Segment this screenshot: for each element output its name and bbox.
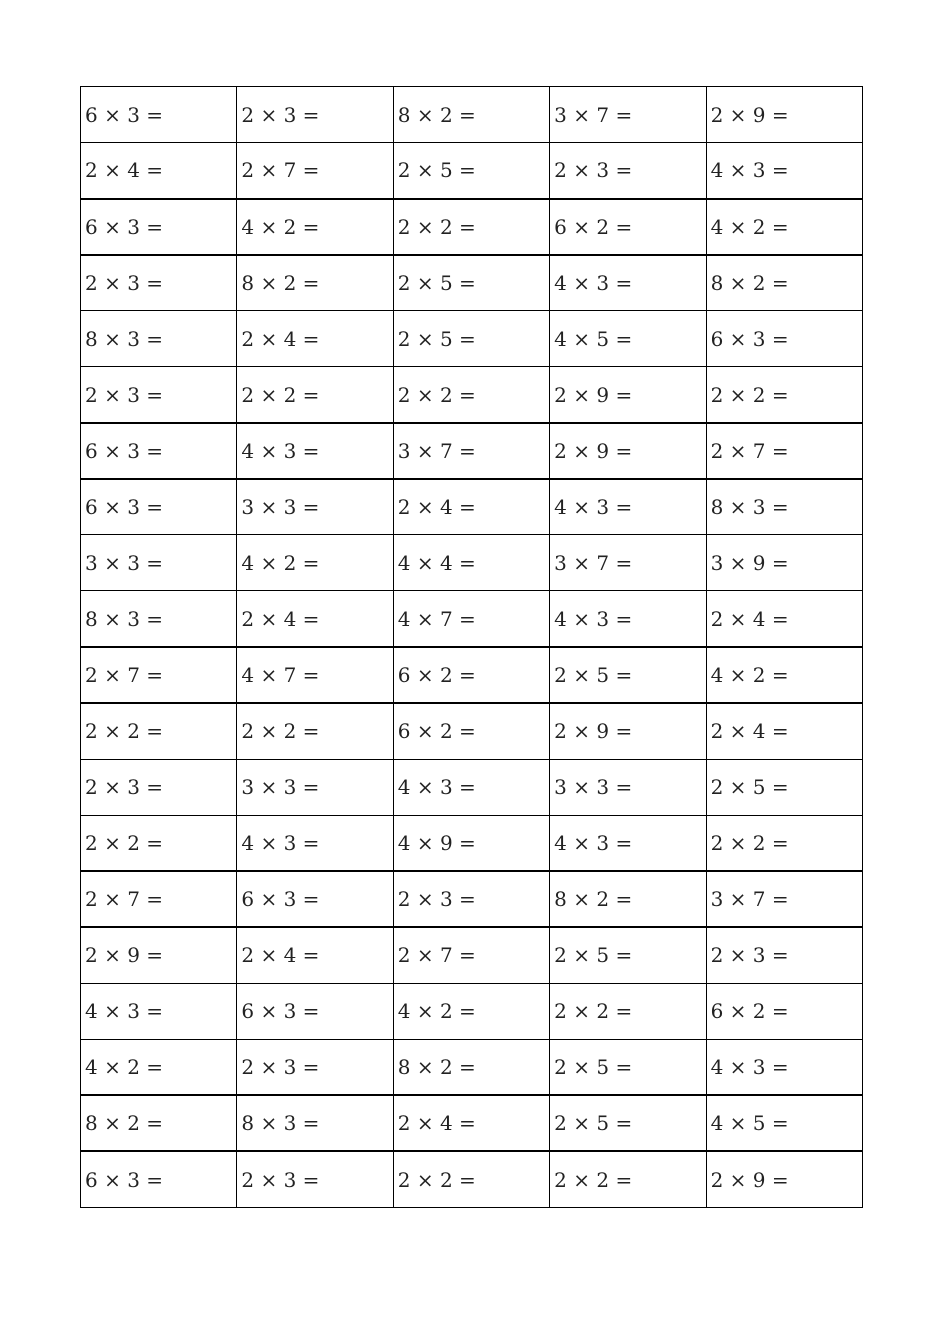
worksheet-row — [81, 703, 863, 759]
problem-cell: 4 × 2 = — [81, 1039, 237, 1095]
problem-cell: 6 × 2 = — [550, 199, 706, 255]
problem-cell: 2 × 3 = — [393, 871, 549, 927]
problem-cell: 2 × 9 = — [550, 423, 706, 479]
problem-cell: 2 × 9 = — [550, 703, 706, 759]
problem-cell: 8 × 3 = — [81, 591, 237, 647]
problem-cell: 8 × 2 = — [393, 1039, 549, 1095]
problem-cell: 2 × 9 = — [81, 927, 237, 983]
problem-cell: 6 × 2 = — [706, 983, 862, 1039]
problem-cell: 4 × 7 = — [393, 591, 549, 647]
problem-cell: 2 × 2 = — [81, 703, 237, 759]
worksheet-body — [81, 87, 863, 1208]
worksheet-row — [81, 255, 863, 311]
worksheet-row — [81, 1095, 863, 1151]
problem-cell: 2 × 4 = — [237, 311, 393, 367]
problem-cell: 2 × 2 = — [393, 1151, 549, 1207]
problem-cell: 2 × 7 = — [81, 647, 237, 703]
problem-cell: 4 × 7 = — [237, 647, 393, 703]
problem-cell: 2 × 4 = — [706, 591, 862, 647]
problem-cell: 2 × 3 = — [237, 1039, 393, 1095]
problem-cell: 2 × 2 = — [550, 1151, 706, 1207]
problem-cell: 2 × 2 = — [706, 367, 862, 423]
problem-cell: 2 × 3 = — [81, 367, 237, 423]
problem-cell: 2 × 4 = — [393, 479, 549, 535]
problem-cell: 4 × 5 = — [550, 311, 706, 367]
problem-cell: 4 × 2 = — [237, 535, 393, 591]
problem-cell: 4 × 2 = — [706, 647, 862, 703]
problem-cell: 2 × 4 = — [237, 591, 393, 647]
problem-cell: 6 × 3 = — [81, 199, 237, 255]
problem-cell: 2 × 7 = — [393, 927, 549, 983]
problem-cell: 4 × 4 = — [393, 535, 549, 591]
problem-cell: 6 × 3 = — [81, 87, 237, 143]
problem-cell: 4 × 3 = — [550, 815, 706, 871]
problem-cell: 4 × 3 = — [706, 143, 862, 199]
problem-cell: 4 × 3 = — [81, 983, 237, 1039]
problem-cell: 8 × 2 = — [706, 255, 862, 311]
problem-cell: 4 × 3 = — [706, 1039, 862, 1095]
problem-cell: 2 × 7 = — [706, 423, 862, 479]
problem-cell: 6 × 3 = — [81, 479, 237, 535]
problem-cell: 2 × 3 = — [237, 87, 393, 143]
worksheet-row — [81, 1039, 863, 1095]
problem-cell: 2 × 3 = — [81, 759, 237, 815]
problem-cell: 6 × 2 = — [393, 703, 549, 759]
problem-cell: 4 × 2 = — [237, 199, 393, 255]
problem-cell: 2 × 9 = — [550, 367, 706, 423]
worksheet-row — [81, 759, 863, 815]
worksheet-row — [81, 479, 863, 535]
problem-cell: 2 × 2 = — [706, 815, 862, 871]
problem-cell: 4 × 2 = — [706, 199, 862, 255]
problem-cell: 3 × 3 = — [81, 535, 237, 591]
problem-cell: 2 × 2 = — [237, 703, 393, 759]
worksheet-row — [81, 535, 863, 591]
problem-cell: 2 × 9 = — [706, 1151, 862, 1207]
worksheet-row — [81, 871, 863, 927]
problem-cell: 6 × 3 = — [237, 871, 393, 927]
problem-cell: 2 × 7 = — [237, 143, 393, 199]
problem-cell: 4 × 3 = — [550, 591, 706, 647]
problem-cell: 2 × 2 = — [237, 367, 393, 423]
worksheet-row — [81, 199, 863, 255]
problem-cell: 8 × 3 = — [706, 479, 862, 535]
worksheet-row — [81, 647, 863, 703]
problem-cell: 2 × 3 = — [81, 255, 237, 311]
worksheet-row — [81, 815, 863, 871]
problem-cell: 2 × 2 = — [393, 367, 549, 423]
multiplication-worksheet-table — [80, 86, 863, 1208]
problem-cell: 6 × 2 = — [393, 647, 549, 703]
problem-cell: 3 × 7 = — [393, 423, 549, 479]
problem-cell: 2 × 5 = — [393, 143, 549, 199]
problem-cell: 6 × 3 = — [81, 1151, 237, 1207]
worksheet-row — [81, 983, 863, 1039]
problem-cell: 8 × 3 = — [81, 311, 237, 367]
problem-cell: 8 × 2 = — [237, 255, 393, 311]
problem-cell: 2 × 5 = — [550, 1095, 706, 1151]
problem-cell: 2 × 5 = — [393, 255, 549, 311]
worksheet-row — [81, 591, 863, 647]
problem-cell: 2 × 3 = — [550, 143, 706, 199]
worksheet-row — [81, 423, 863, 479]
problem-cell: 3 × 9 = — [706, 535, 862, 591]
problem-cell: 3 × 7 = — [550, 535, 706, 591]
worksheet-row — [81, 367, 863, 423]
problem-cell: 3 × 7 = — [706, 871, 862, 927]
problem-cell: 2 × 4 = — [81, 143, 237, 199]
problem-cell: 4 × 3 = — [550, 255, 706, 311]
problem-cell: 2 × 3 = — [706, 927, 862, 983]
problem-cell: 3 × 3 = — [550, 759, 706, 815]
worksheet-row — [81, 311, 863, 367]
problem-cell: 2 × 5 = — [550, 647, 706, 703]
problem-cell: 2 × 5 = — [393, 311, 549, 367]
problem-cell: 8 × 3 = — [237, 1095, 393, 1151]
problem-cell: 2 × 2 = — [550, 983, 706, 1039]
problem-cell: 8 × 2 = — [550, 871, 706, 927]
problem-cell: 4 × 3 = — [237, 423, 393, 479]
problem-cell: 2 × 9 = — [706, 87, 862, 143]
problem-cell: 8 × 2 = — [393, 87, 549, 143]
problem-cell: 4 × 2 = — [393, 983, 549, 1039]
problem-cell: 2 × 4 = — [706, 703, 862, 759]
worksheet-row — [81, 143, 863, 199]
problem-cell: 2 × 4 = — [393, 1095, 549, 1151]
problem-cell: 2 × 2 = — [81, 815, 237, 871]
problem-cell: 3 × 3 = — [237, 759, 393, 815]
problem-cell: 4 × 3 = — [393, 759, 549, 815]
problem-cell: 2 × 3 = — [237, 1151, 393, 1207]
worksheet-row — [81, 1151, 863, 1207]
problem-cell: 4 × 5 = — [706, 1095, 862, 1151]
problem-cell: 4 × 3 = — [550, 479, 706, 535]
problem-cell: 3 × 7 = — [550, 87, 706, 143]
worksheet-row — [81, 927, 863, 983]
problem-cell: 4 × 9 = — [393, 815, 549, 871]
problem-cell: 2 × 5 = — [706, 759, 862, 815]
problem-cell: 2 × 5 = — [550, 1039, 706, 1095]
problem-cell: 2 × 7 = — [81, 871, 237, 927]
problem-cell: 6 × 3 = — [81, 423, 237, 479]
problem-cell: 2 × 4 = — [237, 927, 393, 983]
problem-cell: 8 × 2 = — [81, 1095, 237, 1151]
problem-cell: 2 × 5 = — [550, 927, 706, 983]
worksheet-row — [81, 87, 863, 143]
problem-cell: 6 × 3 = — [237, 983, 393, 1039]
problem-cell: 2 × 2 = — [393, 199, 549, 255]
problem-cell: 3 × 3 = — [237, 479, 393, 535]
problem-cell: 6 × 3 = — [706, 311, 862, 367]
problem-cell: 4 × 3 = — [237, 815, 393, 871]
